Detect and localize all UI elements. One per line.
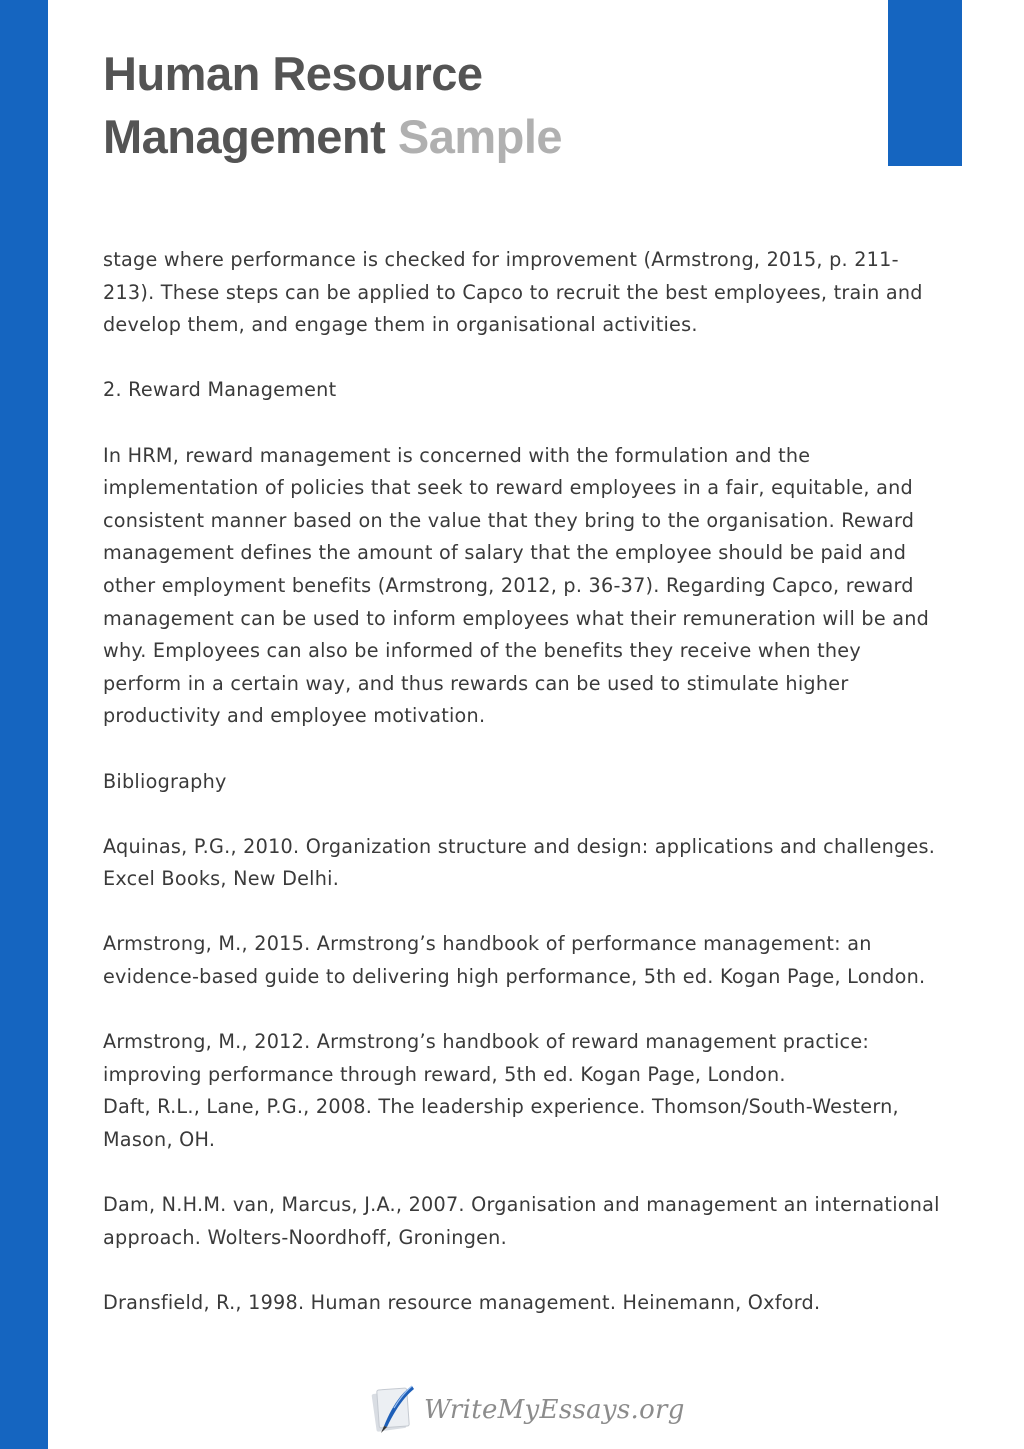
left-accent-bar	[0, 0, 48, 1449]
title-accent: Sample	[397, 110, 563, 163]
section-heading: 2. Reward Management	[103, 378, 337, 402]
page-title	[103, 42, 562, 168]
document-body	[103, 244, 943, 1352]
reference-item: Dransfield, R., 1998. Human resource management. Heinemann, Oxford.	[103, 1291, 821, 1314]
footer-logo	[368, 1380, 685, 1440]
reference-item: Aquinas, P.G., 2010. Organization structure and design: applications and challenges. Excel Books, New Delhi.	[103, 834, 936, 891]
title-line-1: Human Resource	[103, 47, 483, 100]
reference-item: Dam, N.H.M. van, Marcus, J.A., 2007. Organisation and management an international approach. Wolters-Noordhoff, Groningen.	[103, 1193, 940, 1249]
reference-item: Daft, R.L., Lane, P.G., 2008. The leadership experience. Thomson/South-Western, Mason, OH.	[103, 1095, 899, 1152]
quill-pen-icon	[368, 1382, 418, 1438]
top-right-accent-block	[888, 0, 962, 166]
title-line-2: Management	[103, 110, 386, 163]
body-paragraph: In HRM, reward management is concerned with the formulation and the implementation of policies that seek to reward employees in a fair, equitable, and consistent manner based on the value that they bring to the organisation. Reward management defines the amount of salary that the employee should be paid and other employment benefits (Armstrong, 2012, p. 36-37). Regarding Capco, reward management can be used to inform employees what their remuneration will be and why. Employees can also be informed of the benefits they receive when they perform in a certain way, and thus rewards can be used to stimulate higher productivity and employee motivation.	[103, 443, 930, 728]
reference-item: Armstrong, M., 2015. Armstrong’s handbook of performance management: an evidence-based guide to delivering high performance, 5th ed. Kogan Page, London.	[103, 932, 926, 989]
logo-text: WriteMyEssays.org	[424, 1395, 685, 1425]
reference-item: Armstrong, M., 2012. Armstrong’s handbook of reward management practice: improving performance through reward, 5th ed. Kogan Page, London.	[103, 1030, 870, 1086]
body-paragraph: stage where performance is checked for improvement (Armstrong, 2015, p. 211-213). These steps can be applied to Capco to recruit the best employees, train and develop them, and engage them in organisational activities.	[103, 248, 923, 337]
bibliography-heading: Bibliography	[103, 769, 227, 793]
